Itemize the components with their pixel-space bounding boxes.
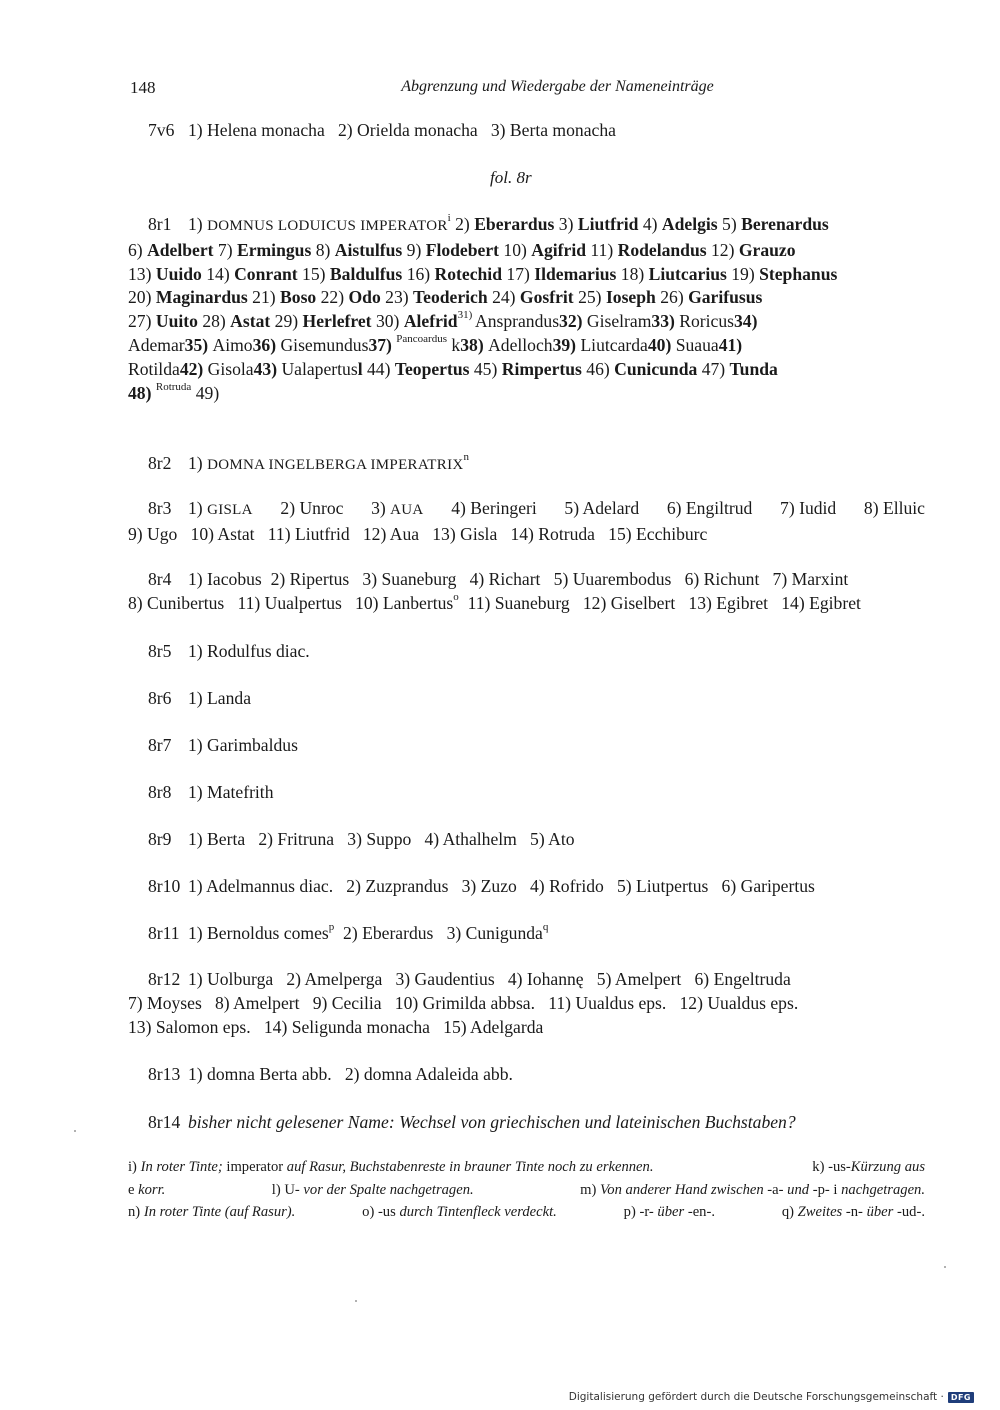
num: Liutcarda xyxy=(580,334,648,355)
footnote-label: p) -r- xyxy=(623,1204,654,1221)
footnote-text: und xyxy=(787,1181,810,1198)
footnote-mark: Rotruda xyxy=(155,380,192,393)
num: 4) xyxy=(642,214,662,234)
footnote-mark: o xyxy=(453,590,459,603)
num: 27) xyxy=(128,311,156,332)
num: 23) xyxy=(385,287,414,308)
entry-line: 1) Uolburga 2) Amelperga 3) Gaudentius 4) Iohannę 5) Amelpert 6) Engeltruda xyxy=(188,969,791,989)
emperor-name: DOMNUS LODUICUS IMPERATOR xyxy=(207,218,448,234)
footnote-text: In roter Tinte (auf Rasur). xyxy=(143,1204,296,1221)
entry-8r10 xyxy=(128,875,925,899)
num: 1) xyxy=(188,214,208,234)
digitization-credit xyxy=(569,1391,974,1403)
footnote-mark: p xyxy=(328,921,335,934)
name: 38) xyxy=(460,334,489,355)
name: Stephanus xyxy=(759,263,838,284)
entry-text: 1) Landa xyxy=(188,688,252,708)
footnote-text: imperator xyxy=(226,1159,284,1175)
footnote-text: Zweites xyxy=(797,1204,843,1221)
footnote-label: k) -us- xyxy=(812,1159,851,1175)
num: 7) xyxy=(217,239,237,260)
num: 24) xyxy=(492,287,520,308)
scan-speck xyxy=(74,1130,76,1132)
name: 33) xyxy=(651,311,680,332)
empress-name: DOMNA INGELBERGA IMPERATRIX xyxy=(207,457,464,473)
entry-code: 7v6 xyxy=(148,120,175,140)
entry-line: 9) Ugo 10) Astat 11) Liutfrid 12) Aua 13) Gisla 14) Rotruda 15) Ecchiburc xyxy=(128,523,708,544)
num: 16) xyxy=(406,263,435,284)
name: 5) Adelard xyxy=(564,498,640,518)
entry-text: bisher nicht gelesener Name: Wechsel von griechischen und lateinischen Buchstaben? xyxy=(188,1112,796,1132)
name: Rotechid xyxy=(434,263,502,284)
name: Teoderich xyxy=(413,287,488,308)
entry-8r1 xyxy=(128,213,925,405)
entry-8r11 xyxy=(128,922,925,946)
footnote-mark: Pancoardus xyxy=(396,333,448,346)
name: Baldulfus xyxy=(329,263,403,284)
name: Conrant xyxy=(234,263,298,284)
num: 5) xyxy=(722,214,742,234)
name: GISLA xyxy=(207,502,253,518)
num: k xyxy=(451,334,461,355)
name: 32) xyxy=(559,311,587,332)
footnote-text: Kürzung aus xyxy=(850,1159,925,1175)
entry-code: 8r6 xyxy=(148,688,172,708)
name: Teopertus xyxy=(394,358,470,379)
footnote-label: q) xyxy=(781,1204,794,1221)
entry-text: 1) Helena monacha 2) Orielda monacha 3) Berta monacha xyxy=(188,120,616,140)
name: 41) xyxy=(718,334,743,355)
entry-8r4 xyxy=(128,568,925,616)
name: Astat xyxy=(230,311,271,332)
scan-speck xyxy=(944,1266,946,1268)
num: 2) xyxy=(455,214,475,234)
footnote-text: vor der Spalte nachgetragen. xyxy=(303,1181,474,1198)
page-header xyxy=(130,78,925,104)
footnote-text: korr. xyxy=(138,1181,166,1198)
name: 42) xyxy=(179,358,208,379)
num: 46) xyxy=(586,358,615,379)
name: Maginardus xyxy=(155,287,248,308)
name: Ermingus xyxy=(236,239,312,260)
num: 28) xyxy=(202,311,231,332)
entry-8r9 xyxy=(128,828,925,852)
entry-8r3 xyxy=(128,497,925,547)
name: 43) xyxy=(253,358,282,379)
footnote-line xyxy=(128,1201,925,1224)
num: 30) xyxy=(375,311,404,332)
folio-heading: fol. 8r xyxy=(490,168,532,187)
page-number: 148 xyxy=(130,78,156,97)
name: Garifusus xyxy=(688,287,763,308)
entry-text: 1) domna Berta abb. 2) domna Adaleida abb. xyxy=(188,1064,513,1084)
name: Alefrid xyxy=(403,311,458,332)
entry-text: 1) Matefrith xyxy=(188,782,274,802)
entry-code: 8r13 xyxy=(148,1064,181,1084)
num: 10) xyxy=(503,239,532,260)
footnote-mark: n xyxy=(463,451,470,464)
num: 6) xyxy=(128,239,148,260)
entry-code: 8r14 xyxy=(148,1112,181,1132)
entry-line: 11) Suaneburg 12) Giselbert 13) Egibret 14) Egibret xyxy=(467,592,861,613)
entry-text: 1) Bernoldus comes xyxy=(188,923,329,943)
running-title: Abgrenzung und Wiedergabe der Nameneinträge xyxy=(401,78,714,95)
name: 48) xyxy=(128,382,156,403)
num: Roricus xyxy=(679,311,734,332)
name: Flodebert xyxy=(425,239,499,260)
footnote-text: über xyxy=(866,1204,894,1221)
footnote-label: l) U- xyxy=(271,1181,300,1198)
footnote-text: -ud-. xyxy=(897,1204,925,1221)
entry-code: 8r9 xyxy=(148,829,172,849)
name: Liutfrid xyxy=(577,214,639,234)
entry-code: 8r5 xyxy=(148,641,172,661)
footnote-text: e xyxy=(128,1181,135,1198)
num: 13) xyxy=(128,263,156,284)
footnote-line xyxy=(128,1179,925,1202)
num: 18) xyxy=(620,263,649,284)
num: 11) xyxy=(590,239,618,260)
footnotes xyxy=(128,1156,925,1224)
name: Tunda xyxy=(729,358,778,379)
name: 2) Unroc xyxy=(280,498,344,518)
footnote-text: über xyxy=(657,1204,685,1221)
dfg-logo-icon: DFG xyxy=(948,1392,974,1403)
entry-text: 1) Berta 2) Fritruna 3) Suppo 4) Athalhelm 5) Ato xyxy=(188,829,575,849)
name: Odo xyxy=(348,287,381,308)
num: 19) xyxy=(731,263,760,284)
footnote-text: In roter Tinte; xyxy=(140,1159,223,1175)
scan-speck xyxy=(355,1300,357,1302)
name: 36) xyxy=(252,334,281,355)
num: 15) xyxy=(302,263,330,284)
footnote-mark: 31) xyxy=(457,309,475,322)
num: Gisemundus xyxy=(280,334,369,355)
num: 12) xyxy=(711,239,739,260)
entry-line: 1) Iacobus 2) Ripertus 3) Suaneburg 4) Richart 5) Uuarembodus 6) Richunt 7) Marxint xyxy=(188,569,849,589)
name: Ioseph xyxy=(605,287,656,308)
entry-line: 8) Cunibertus 11) Uualpertus 10) Lanbertus xyxy=(128,592,454,613)
footnote-text: durch Tintenfleck verdeckt. xyxy=(399,1204,557,1221)
entry-line: 7) Moyses 8) Amelpert 9) Cecilia 10) Grimilda abbsa. 11) Uualdus eps. 12) Uualdus eps. xyxy=(128,992,799,1013)
entry-code: 8r7 xyxy=(148,735,172,755)
name: Gosfrit xyxy=(519,287,574,308)
name: 39) xyxy=(552,334,581,355)
footnote-text: -n- xyxy=(845,1204,863,1221)
name: 37) xyxy=(368,334,397,355)
num: 47) xyxy=(701,358,730,379)
entry-code: 8r10 xyxy=(148,876,181,896)
name: Adelgis xyxy=(661,214,718,234)
name: Liutcarius xyxy=(648,263,727,284)
entry-8r5 xyxy=(128,640,925,664)
num: 26) xyxy=(660,287,689,308)
entry-text: 2) Eberardus 3) Cunigunda xyxy=(343,923,543,943)
num: 44) xyxy=(366,358,395,379)
entry-text: 1) Rodulfus diac. xyxy=(188,641,310,661)
name: 34) xyxy=(734,311,758,332)
entry-code: 8r11 xyxy=(148,923,180,943)
num: 45) xyxy=(473,358,502,379)
entry-8r14 xyxy=(128,1111,925,1135)
name: 35) xyxy=(184,334,213,355)
entry-8r8 xyxy=(128,781,925,805)
entry-8r2 xyxy=(128,452,925,478)
num: 3) xyxy=(558,214,578,234)
footnote-mark: q xyxy=(542,921,549,934)
name: 7) Iudid xyxy=(780,498,837,518)
entry-8r6 xyxy=(128,687,925,711)
num: 20) xyxy=(128,287,156,308)
footnote-text: nachgetragen. xyxy=(841,1181,925,1198)
name: Rimpertus xyxy=(501,358,582,379)
entry-text: 1) Garimbaldus xyxy=(188,735,298,755)
num: Rotilda xyxy=(128,358,180,379)
entry-code: 8r2 xyxy=(148,453,172,473)
num: 1) xyxy=(188,453,203,473)
entry-code: 8r4 xyxy=(148,569,172,589)
footnote-label: i) xyxy=(128,1159,137,1175)
entry-code: 8r1 xyxy=(148,214,172,234)
name: 8) Elluic xyxy=(863,498,925,518)
footnote-text: -en-. xyxy=(687,1204,715,1221)
entry-code: 8r8 xyxy=(148,782,172,802)
footnote-text: -a- xyxy=(767,1181,784,1198)
name: Uuido xyxy=(155,263,202,284)
cross-reference: 49) xyxy=(195,382,220,403)
num: Ansprandus xyxy=(474,311,560,332)
num: 21) xyxy=(252,287,281,308)
entry-8r7 xyxy=(128,734,925,758)
footnote-line xyxy=(128,1156,925,1179)
num: 25) xyxy=(578,287,606,308)
name: Adelbert xyxy=(147,239,214,260)
name: Uuito xyxy=(155,311,198,332)
name: 4) Beringeri xyxy=(451,498,537,518)
num: 1) xyxy=(188,498,208,518)
name: 6) Engiltrud xyxy=(666,498,753,518)
footnote-text: Von anderer Hand zwischen xyxy=(600,1181,764,1198)
name: Berenardus xyxy=(741,214,829,234)
num: Aimo xyxy=(212,334,253,355)
footnote-text: auf Rasur, Buchstabenreste in brauner Tinte noch zu erkennen. xyxy=(286,1159,654,1175)
credit-text: Digitalisierung gefördert durch die Deutsche Forschungsgemeinschaft · xyxy=(568,1391,944,1403)
num: 22) xyxy=(320,287,349,308)
footnote-mark: i xyxy=(447,212,451,225)
entry-code: 8r3 xyxy=(148,498,172,518)
name: l xyxy=(357,358,363,379)
name: 40) xyxy=(647,334,676,355)
footnote-label: m) xyxy=(580,1181,597,1198)
num: 9) xyxy=(406,239,426,260)
entry-text: 1) Adelmannus diac. 2) Zuzprandus 3) Zuzo 4) Rofrido 5) Liutpertus 6) Garipertus xyxy=(188,876,815,896)
num: 14) xyxy=(206,263,235,284)
name: Grauzo xyxy=(738,239,796,260)
name: Aistulfus xyxy=(334,239,403,260)
num: 3) xyxy=(371,498,391,518)
name: Agifrid xyxy=(531,239,586,260)
name: Eberardus xyxy=(474,214,555,234)
name: Cunicunda xyxy=(614,358,698,379)
num: 8) xyxy=(315,239,335,260)
num: 29) xyxy=(274,311,303,332)
name: Ildemarius xyxy=(534,263,617,284)
name: AUA xyxy=(390,502,424,518)
footnote-label: o) -us xyxy=(362,1204,396,1221)
name: Herlefret xyxy=(302,311,372,332)
footnote-text: -p- i xyxy=(812,1181,838,1198)
name: Boso xyxy=(280,287,317,308)
num: Ualapertus xyxy=(281,358,358,379)
entry-8r12 xyxy=(128,968,925,1039)
name: Rodelandus xyxy=(617,239,707,260)
footnote-label: n) xyxy=(128,1204,141,1221)
num: Suaua xyxy=(675,334,719,355)
num: Adelloch xyxy=(488,334,553,355)
entry-line: 13) Salomon eps. 14) Seligunda monacha 15) Adelgarda xyxy=(128,1016,544,1037)
num: Gisola xyxy=(207,358,254,379)
num: 17) xyxy=(506,263,535,284)
entry-code: 8r12 xyxy=(148,969,181,989)
num: Giselram xyxy=(586,311,652,332)
num: Ademar xyxy=(128,334,185,355)
entry-8r13 xyxy=(128,1063,925,1087)
entry-7v6 xyxy=(128,119,925,143)
